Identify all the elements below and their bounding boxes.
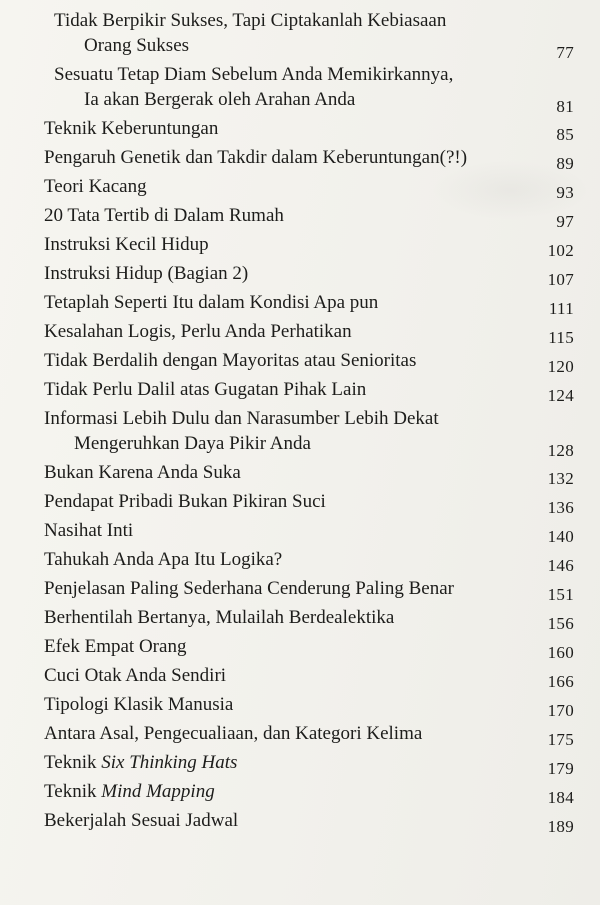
toc-entry-title: Tipologi Klasik Manusia [44,694,234,715]
toc-page-number: 85 [556,125,574,144]
toc-entry-title: Teknik Six Thinking Hats [44,752,238,773]
toc-page-number: 184 [547,788,574,807]
toc-page-number: 179 [547,759,574,778]
toc-entry-line: Orang Sukses [84,35,190,56]
toc-entry-line: Mengeruhkan Daya Pikir Anda [74,433,311,454]
toc-entry-title: Pengaruh Genetik dan Takdir dalam Keberuntungan(?!) [44,147,468,168]
toc-entry [44,692,574,720]
toc-page-number: 136 [547,498,574,517]
toc-entry [44,348,574,376]
toc-entry-title: Bukan Karena Anda Suka [44,462,241,483]
toc-entry [44,634,574,662]
toc-page-number: 111 [548,299,574,318]
toc-entry [44,174,574,202]
toc-page-number: 140 [547,527,574,546]
toc-entry [44,232,574,260]
toc-entry [44,319,574,347]
toc-page-number: 81 [556,97,574,116]
toc-entry-title: Penjelasan Paling Sederhana Cenderung Paling Benar [44,578,454,599]
toc-entry-title: Instruksi Kecil Hidup [44,234,209,255]
toc-entry-title: Instruksi Hidup (Bagian 2) [44,263,249,284]
toc-page-number: 120 [547,357,574,376]
toc-entry [44,489,574,517]
toc-entry [44,290,574,318]
toc-entry-title: Antara Asal, Pengecualiaan, dan Kategori Kelima [44,723,423,744]
toc-entry-title: Nasihat Inti [44,520,134,541]
toc-entry [44,460,574,488]
toc-page-number: 166 [547,672,574,691]
toc-entry-title: Cuci Otak Anda Sendiri [44,665,227,686]
toc-entry-title: Tetaplah Seperti Itu dalam Kondisi Apa pun [44,292,379,313]
toc-entry-line: Sesuatu Tetap Diam Sebelum Anda Memikirkannya, [54,64,454,85]
toc-entry-title [44,406,574,456]
toc-entry [44,203,574,231]
toc-entry [44,8,574,62]
toc-entry-title: Tahukah Anda Apa Itu Logika? [44,549,283,570]
toc-entry-title: Berhentilah Bertanya, Mulailah Berdealektika [44,607,395,628]
toc-page-number: 97 [556,212,574,231]
toc-entry-title [54,62,574,112]
toc-entry-line: Ia akan Bergerak oleh Arahan Anda [84,89,356,110]
toc-page-number: 146 [547,556,574,575]
toc-entry [44,62,574,116]
toc-entry [44,145,574,173]
toc-entry-title: Efek Empat Orang [44,636,187,657]
toc-page-number: 93 [556,183,574,202]
toc-entry-title: Tidak Perlu Dalil atas Gugatan Pihak Lain [44,379,367,400]
toc-entry [44,377,574,405]
toc-entry [44,750,574,778]
toc-page-number: 115 [548,328,574,347]
toc-page-number: 189 [547,817,574,836]
italic-term: Six Thinking Hats [101,752,238,773]
toc-entry [44,605,574,633]
toc-entry-title: Kesalahan Logis, Perlu Anda Perhatikan [44,321,352,342]
toc-entry [44,576,574,604]
toc-page-number: 128 [547,441,574,460]
toc-entry-line: Tidak Berpikir Sukses, Tapi Ciptakanlah Kebiasaan [54,10,447,31]
toc-entry [44,663,574,691]
toc-page-number: 160 [547,643,574,662]
toc-entry [44,779,574,807]
toc-page-number: 107 [547,270,574,289]
toc-page-number: 132 [547,469,574,488]
toc-entry-title: Tidak Berdalih dengan Mayoritas atau Senioritas [44,350,417,371]
toc-entry-title: 20 Tata Tertib di Dalam Rumah [44,205,284,226]
toc-entry [44,261,574,289]
toc-entry-title: Teknik Keberuntungan [44,118,219,139]
toc-entry-title: Bekerjalah Sesuai Jadwal [44,810,239,831]
toc-page-number: 175 [547,730,574,749]
toc-entry-title: Teori Kacang [44,176,147,197]
toc-entry-title: Teknik Mind Mapping [44,781,215,802]
toc-entry-title [54,8,574,58]
italic-term: Mind Mapping [101,781,215,802]
toc-entry [44,406,574,460]
toc-entry [44,518,574,546]
toc-page-number: 156 [547,614,574,633]
toc-page-number: 89 [556,154,574,173]
toc-entry-line: Informasi Lebih Dulu dan Narasumber Lebih Dekat [44,408,439,429]
toc-page-number: 170 [547,701,574,720]
toc-entry [44,116,574,144]
toc-entry [44,721,574,749]
toc-page-number: 151 [547,585,574,604]
table-of-contents [44,8,574,837]
toc-entry [44,547,574,575]
toc-page-number: 124 [547,386,574,405]
toc-entry [44,808,574,836]
toc-page-number: 77 [556,43,574,62]
toc-page-number: 102 [547,241,574,260]
toc-entry-title: Pendapat Pribadi Bukan Pikiran Suci [44,491,326,512]
